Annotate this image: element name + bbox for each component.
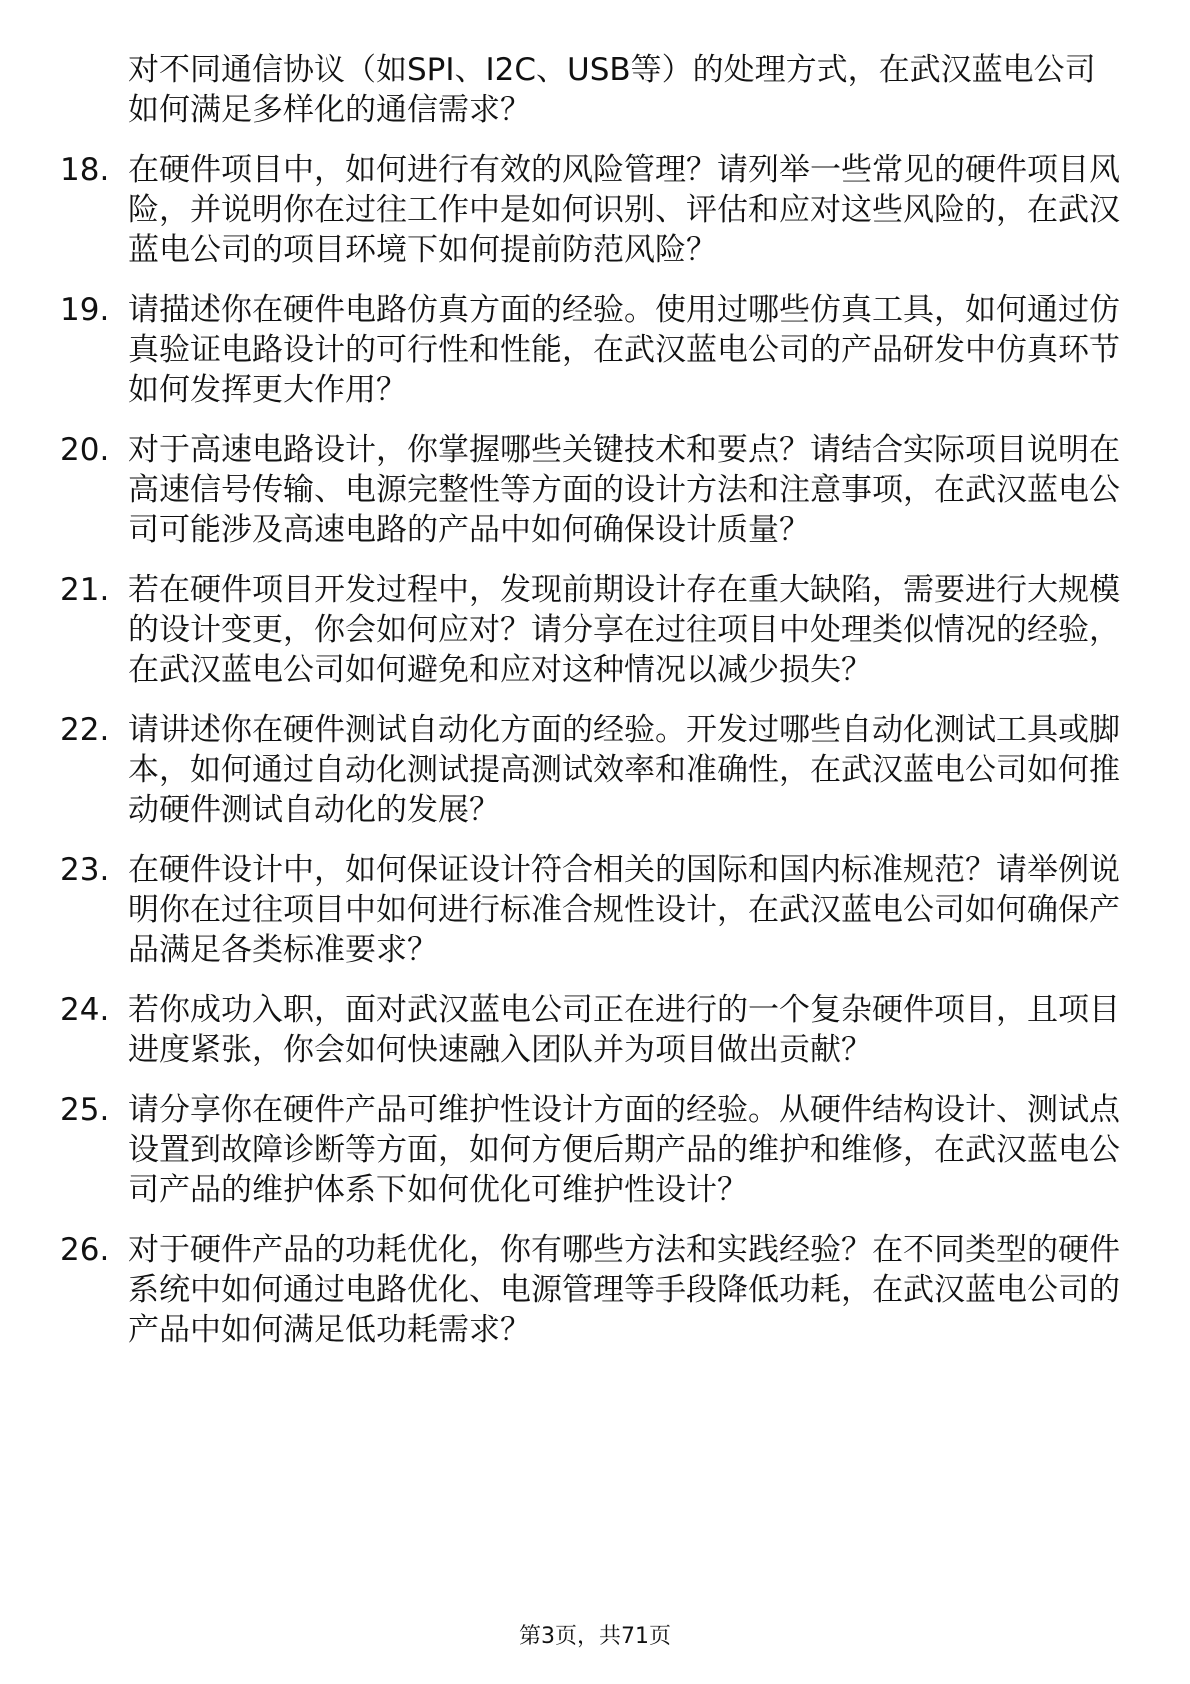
question-text: 请讲述你在硬件测试自动化方面的经验。开发过哪些自动化测试工具或脚本，如何通过自动化测试提高测试效率和准确性，在武汉蓝电公司如何推动硬件测试自动化的发展？: [128, 712, 1120, 828]
question-text: 对于高速电路设计，你掌握哪些关键技术和要点？请结合实际项目说明在高速信号传输、电源完整性等方面的设计方法和注意事项，在武汉蓝电公司可能涉及高速电路的产品中如何确保设计质量？: [128, 432, 1120, 548]
question-text: 在硬件项目中，如何进行有效的风险管理？请列举一些常见的硬件项目风险，并说明你在过往工作中是如何识别、评估和应对这些风险的，在武汉蓝电公司的项目环境下如何提前防范风险？: [128, 152, 1120, 268]
question-item: [60, 850, 1120, 970]
question-number: 25.: [60, 1092, 110, 1128]
continued-question-text: 对不同通信协议（如SPI、I2C、USB等）的处理方式，在武汉蓝电公司如何满足多样化的通信需求？: [128, 52, 1096, 128]
question-number: 21.: [60, 572, 110, 608]
question-item: [60, 1230, 1120, 1350]
document-body: [60, 50, 1120, 1370]
question-item: [60, 710, 1120, 830]
question-number: 23.: [60, 852, 110, 888]
question-text: 若在硬件项目开发过程中，发现前期设计存在重大缺陷，需要进行大规模的设计变更，你会如何应对？请分享在过往项目中处理类似情况的经验，在武汉蓝电公司如何避免和应对这种情况以减少损失？: [128, 572, 1120, 688]
question-text: 对于硬件产品的功耗优化，你有哪些方法和实践经验？在不同类型的硬件系统中如何通过电路优化、电源管理等手段降低功耗，在武汉蓝电公司的产品中如何满足低功耗需求？: [128, 1232, 1120, 1348]
question-number: 22.: [60, 712, 110, 748]
question-item: [60, 570, 1120, 690]
question-number: 19.: [60, 292, 110, 328]
question-item: [60, 990, 1120, 1070]
question-number: 26.: [60, 1232, 110, 1268]
question-text: 在硬件设计中，如何保证设计符合相关的国际和国内标准规范？请举例说明你在过往项目中如何进行标准合规性设计，在武汉蓝电公司如何确保产品满足各类标准要求？: [128, 852, 1120, 968]
question-item: [60, 430, 1120, 550]
question-item: [60, 1090, 1120, 1210]
question-text: 请描述你在硬件电路仿真方面的经验。使用过哪些仿真工具，如何通过仿真验证电路设计的可行性和性能，在武汉蓝电公司的产品研发中仿真环节如何发挥更大作用？: [128, 292, 1120, 408]
question-text: 请分享你在硬件产品可维护性设计方面的经验。从硬件结构设计、测试点设置到故障诊断等方面，如何方便后期产品的维护和维修，在武汉蓝电公司产品的维护体系下如何优化可维护性设计？: [128, 1092, 1120, 1208]
question-text: 若你成功入职，面对武汉蓝电公司正在进行的一个复杂硬件项目，且项目进度紧张，你会如何快速融入团队并为项目做出贡献？: [128, 992, 1120, 1068]
page-footer: 第3页，共71页: [519, 1624, 671, 1649]
question-item: [60, 150, 1120, 270]
question-item: [60, 290, 1120, 410]
question-number: 24.: [60, 992, 110, 1028]
question-number: 20.: [60, 432, 110, 468]
question-number: 18.: [60, 152, 110, 188]
